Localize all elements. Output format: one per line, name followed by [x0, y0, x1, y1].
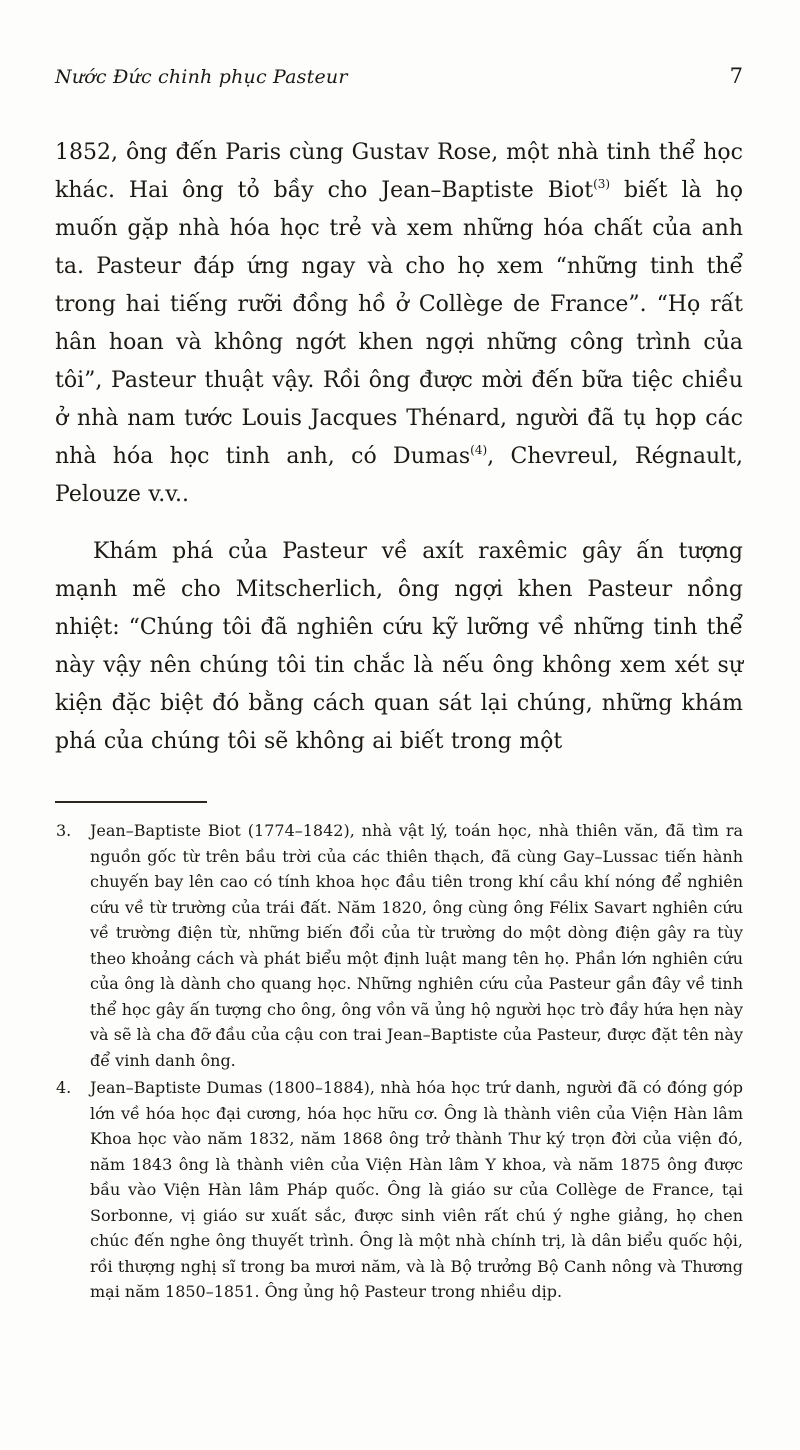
paragraph-1 — [55, 134, 743, 514]
footnote-3 — [55, 818, 743, 1073]
footnote-ref-4: (4) — [470, 443, 488, 457]
footnote-separator-rule — [55, 801, 207, 803]
body-text — [55, 134, 743, 761]
footnote-3-number: 3. — [56, 821, 72, 840]
footnote-4-number: 4. — [56, 1078, 72, 1097]
page-number: 7 — [729, 64, 743, 88]
footnote-ref-3: (3) — [593, 177, 611, 191]
footnote-4 — [55, 1075, 743, 1305]
page-header — [55, 64, 743, 88]
paragraph-1-text-b: biết là họ muốn gặp nhà hóa học trẻ và xem những hóa chất của anh ta. Pasteur đáp ứng ngay và cho họ xem “những tinh thể trong hai tiếng rưỡi đồng hồ ở Collège de France”. “Họ rất hân hoan và không ngớt khen ngợi những công trình của tôi”, Pasteur thuật vậy. Rồi ông được mời đến bữa tiệc chiều ở nhà nam tước Louis Jacques Thénard, người đã tụ họp các nhà hóa học tinh anh, có Dumas — [55, 178, 744, 469]
footnote-4-text: Jean–Baptiste Dumas (1800–1884), nhà hóa học trứ danh, người đã có đóng góp lớn về hóa học đại cương, hóa học hữu cơ. Ông là thành viên của Viện Hàn lâm Khoa học vào năm 1832, năm 1868 ông trở thành Thư ký trọn đời của viện đó, năm 1843 ông là thành viên của Viện Hàn lâm Y khoa, và năm 1875 ông được bầu vào Viện Hàn lâm Pháp quốc. Ông là giáo sư của Collège de France, tại Sorbonne, vị giáo sư xuất sắc, được sinh viên rất chú ý nghe giảng, họ chen chúc đến nghe ông thuyết trình. Ông là một nhà chính trị, là dân biểu quốc hội, rồi thượng nghị sĩ trong ba mươi năm, và là Bộ trưởng Bộ Canh nông và Thương mại năm 1850–1851. Ông ủng hộ Pasteur trong nhiều dịp. — [90, 1078, 743, 1301]
footnote-3-text: Jean–Baptiste Biot (1774–1842), nhà vật lý, toán học, nhà thiên văn, đã tìm ra nguồn gốc từ trên bầu trời của các thiên thạch, đã cùng Gay–Lussac tiến hành chuyến bay lên cao có tính khoa học đầu tiên trong khí cầu khí nóng để nghiên cứu về từ trường của trái đất. Năm 1820, ông cùng ông Félix Savart nghiên cứu về trường điện từ, những biến đổi của từ trường do một dòng điện gây ra tùy theo khoảng cách và phát biểu một định luật mang tên họ. Phần lớn nghiên cứu của ông là dành cho quang học. Những nghiên cứu của Pasteur gần đây về tinh thể học gây ấn tượng cho ông, ông vồn vã ủng hộ người học trò đầy hứa hẹn này và sẽ là cha đỡ đầu của cậu con trai Jean–Baptiste của Pasteur, được đặt tên này để vinh danh ông. — [90, 821, 743, 1070]
paragraph-1-text-c: , Chevreul, Régnault, Pelouze v.v.. — [55, 444, 744, 507]
footnotes-section — [55, 801, 743, 1305]
paragraph-1-text-a: 1852, ông đến Paris cùng Gustav Rose, một nhà tinh thể học khác. Hai ông tỏ bầy cho Jean–Baptiste Biot — [55, 140, 743, 203]
paragraph-2: Khám phá của Pasteur về axít raxêmic gây ấn tượng mạnh mẽ cho Mitscherlich, ông ngợi khen Pasteur nồng nhiệt: “Chúng tôi đã nghiên cứu kỹ lưỡng về những tinh thể này vậy nên chúng tôi tin chắc là nếu ông không xem xét sự kiện đặc biệt đó bằng cách quan sát lại chúng, những khám phá của chúng tôi sẽ không ai biết trong một — [55, 539, 743, 754]
running-title: Nước Đức chinh phục Pasteur — [55, 66, 348, 88]
